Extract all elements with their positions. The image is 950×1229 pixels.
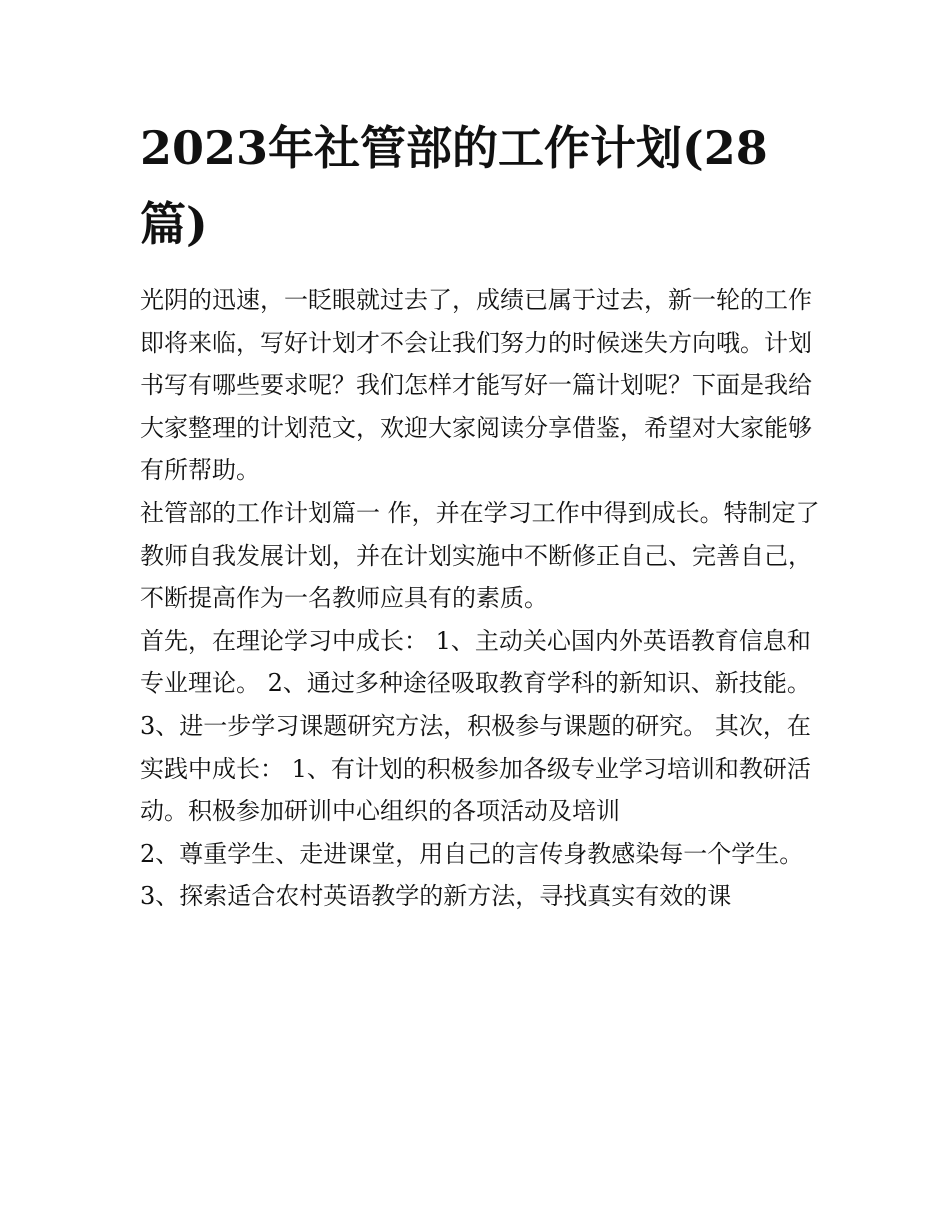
practice-growth-paragraph: 3、进一步学习课题研究方法，积极参与课题的研究。 其次，在实践中成长： 1、有计划的积极参加各级专业学习培训和教研活动。积极参加研训中心组织的各项活动及培训	[140, 711, 811, 826]
intro-paragraph: 光阴的迅速，一眨眼就过去了，成绩已属于过去，新一轮的工作即将来临，写好计划才不会让我们努力的时候迷失方向哦。计划书写有哪些要求呢？我们怎样才能写好一篇计划呢？下面是我给大家整理的计划范文，欢迎大家阅读分享借鉴，希望对大家能够有所帮助。	[140, 286, 812, 485]
document-body	[140, 279, 820, 918]
document-title: 2023年社管部的工作计划(28篇)	[140, 121, 768, 251]
student-respect-paragraph: 2、尊重学生、走进课堂，用自己的言传身教感染每一个学生。 3、探索适合农村英语教学的新方法，寻找真实有效的课	[140, 839, 804, 911]
theory-learning-paragraph: 首先，在理论学习中成长： 1、主动关心国内外英语教育信息和专业理论。 2、通过多种途径吸取教育学科的新知识、新技能。	[140, 626, 811, 698]
section-one-paragraph: 社管部的工作计划篇一 作，并在学习工作中得到成长。特制定了教师自我发展计划，并在计划实施中不断修正自己、完善自己，不断提高作为一名教师应具有的素质。	[140, 498, 820, 613]
